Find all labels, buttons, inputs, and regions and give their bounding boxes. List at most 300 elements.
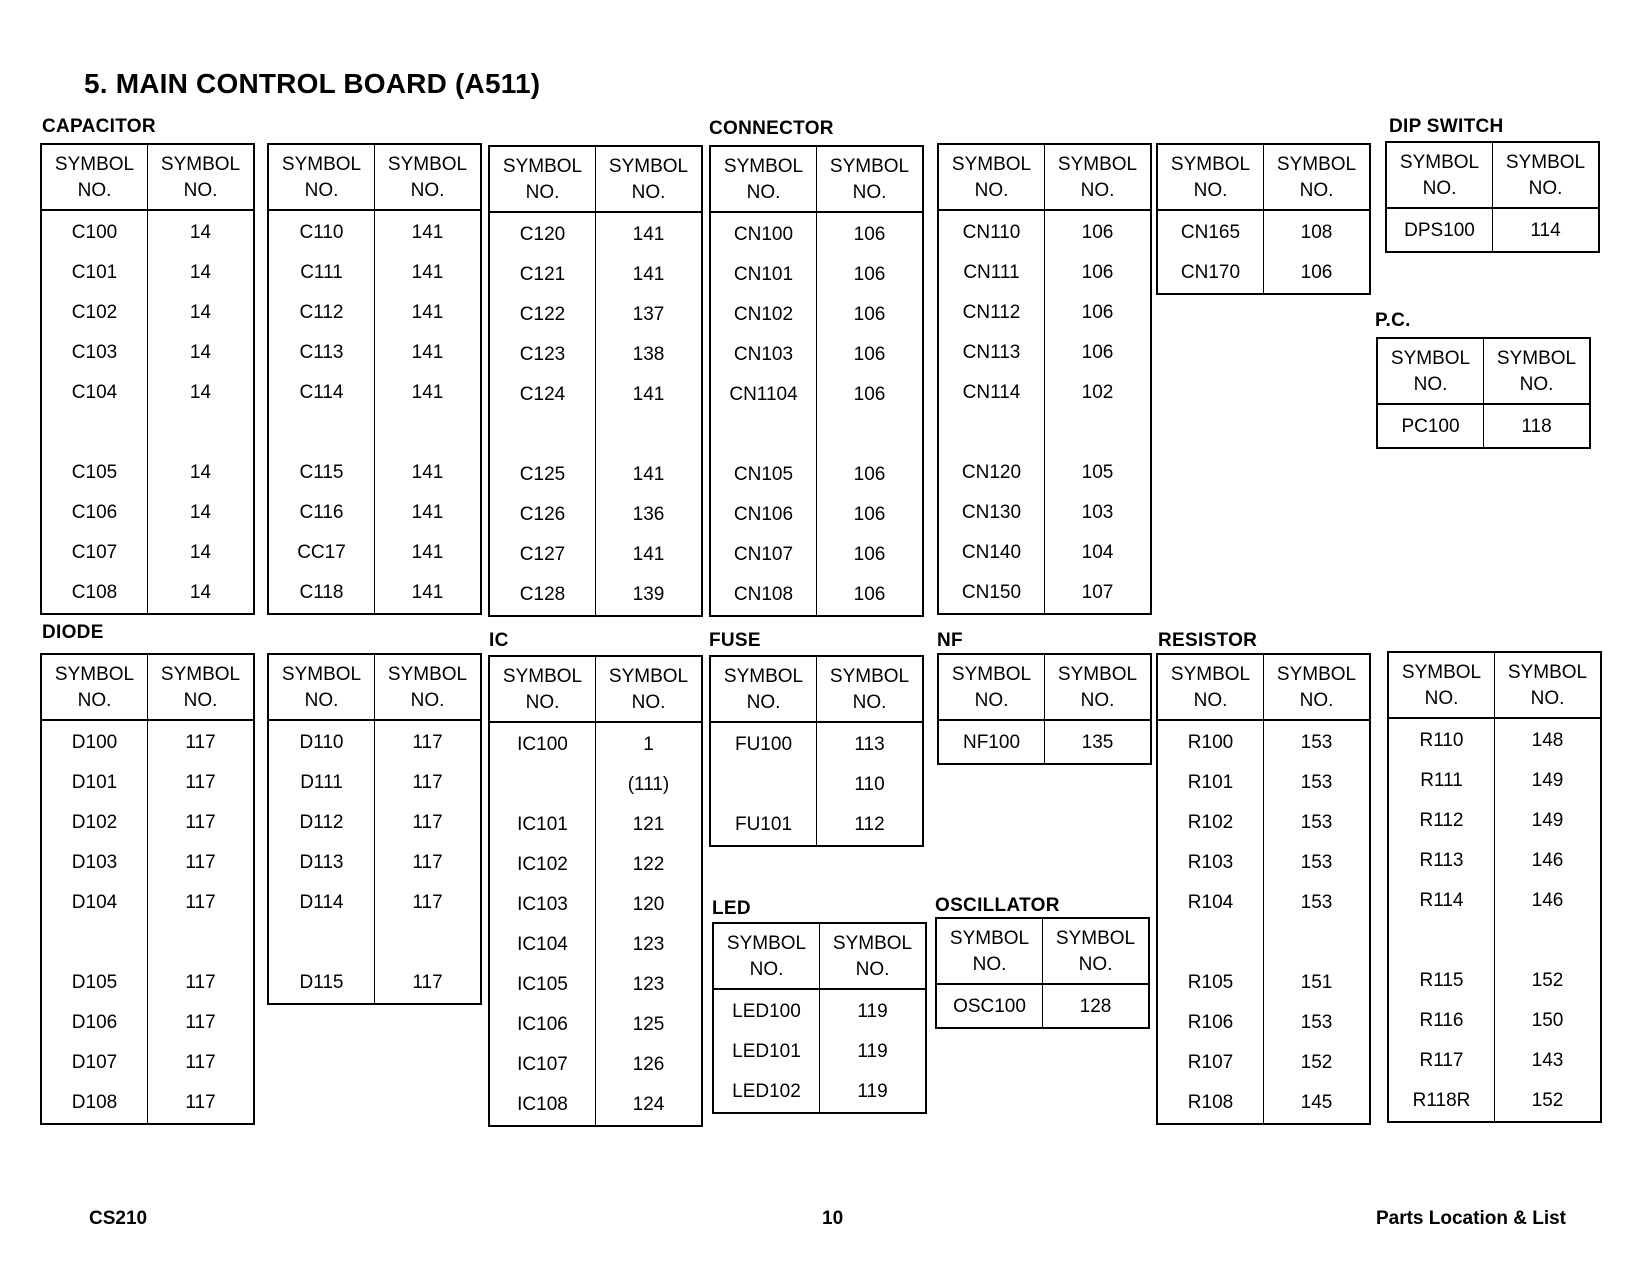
cell-symbol: C101 — [41, 253, 148, 293]
cell-symbol — [41, 923, 148, 963]
cell-part-number — [148, 923, 255, 963]
cell-symbol: R118R — [1388, 1081, 1495, 1122]
cell-symbol: D110 — [268, 720, 375, 763]
column-header — [1484, 338, 1591, 404]
cell-part-number: 149 — [1495, 801, 1602, 841]
cell-symbol: IC107 — [489, 1045, 596, 1085]
column-header — [1495, 652, 1602, 718]
cell-part-number: 14 — [148, 493, 255, 533]
cell-symbol — [710, 415, 817, 455]
cell-part-number: 123 — [596, 965, 703, 1005]
cell-part-number: 1 — [596, 722, 703, 765]
cell-part-number: 107 — [1045, 573, 1152, 614]
cell-symbol: R104 — [1157, 883, 1264, 923]
table-row — [41, 803, 254, 843]
cell-part-number — [817, 415, 924, 455]
table-row — [268, 803, 481, 843]
column-header — [489, 656, 596, 722]
column-header-no: NO. — [852, 692, 887, 713]
cell-part-number: 117 — [148, 883, 255, 923]
cell-part-number: 117 — [375, 883, 482, 923]
column-header — [938, 654, 1045, 720]
table-row — [268, 883, 481, 923]
table-row — [713, 1072, 926, 1113]
cell-part-number: 141 — [596, 455, 703, 495]
cell-symbol: CN107 — [710, 535, 817, 575]
cell-part-number: 153 — [1264, 883, 1371, 923]
column-header-symbol: SYMBOL — [1170, 664, 1251, 685]
table-row — [489, 885, 702, 925]
table-row — [41, 963, 254, 1003]
cell-part-number: 141 — [375, 573, 482, 614]
column-header-symbol: SYMBOL — [951, 154, 1032, 175]
cell-part-number: 153 — [1264, 763, 1371, 803]
cell-symbol: R102 — [1157, 803, 1264, 843]
section-label-ic: IC — [489, 630, 509, 651]
cell-symbol: R106 — [1157, 1003, 1264, 1043]
table-row — [710, 455, 923, 495]
table-row — [41, 333, 254, 373]
cell-part-number: 141 — [596, 255, 703, 295]
column-header — [489, 146, 596, 212]
table-row — [1388, 1081, 1601, 1122]
cell-part-number: 150 — [1495, 1001, 1602, 1041]
parts-table-connector-3 — [1156, 143, 1371, 295]
table-row — [1157, 923, 1370, 963]
cell-symbol: IC106 — [489, 1005, 596, 1045]
cell-part-number: 103 — [1045, 493, 1152, 533]
cell-symbol: CN170 — [1157, 253, 1264, 294]
cell-symbol: C106 — [41, 493, 148, 533]
cell-symbol: C123 — [489, 335, 596, 375]
cell-symbol: CN114 — [938, 373, 1045, 413]
cell-symbol — [268, 923, 375, 963]
column-header-no: NO. — [852, 182, 887, 203]
cell-symbol: IC108 — [489, 1085, 596, 1126]
cell-part-number: 145 — [1264, 1083, 1371, 1124]
cell-part-number: 141 — [375, 533, 482, 573]
table-row — [41, 923, 254, 963]
table-row — [41, 573, 254, 614]
cell-symbol: R115 — [1388, 961, 1495, 1001]
column-header-no: NO. — [1080, 690, 1115, 711]
cell-part-number: 126 — [596, 1045, 703, 1085]
table-row — [1157, 963, 1370, 1003]
cell-part-number: 106 — [1045, 253, 1152, 293]
cell-symbol: IC100 — [489, 722, 596, 765]
column-header — [41, 144, 148, 210]
cell-symbol: C102 — [41, 293, 148, 333]
cell-symbol: LED101 — [713, 1032, 820, 1072]
column-header-no: NO. — [183, 180, 218, 201]
cell-symbol — [489, 415, 596, 455]
column-header-symbol: SYMBOL — [502, 156, 583, 177]
table-row — [713, 989, 926, 1032]
column-header-no: NO. — [1080, 180, 1115, 201]
table-row — [938, 493, 1151, 533]
column-header-symbol: SYMBOL — [608, 156, 689, 177]
parts-table-fuse — [709, 655, 924, 847]
table-row — [710, 335, 923, 375]
cell-symbol: CN112 — [938, 293, 1045, 333]
cell-symbol: R108 — [1157, 1083, 1264, 1124]
cell-symbol: CN100 — [710, 212, 817, 255]
parts-table-capacitor-2 — [267, 143, 482, 615]
parts-table-led — [712, 922, 927, 1114]
section-label-capacitor: CAPACITOR — [42, 116, 156, 137]
column-header-no: NO. — [1193, 180, 1228, 201]
column-header — [713, 923, 820, 989]
cell-part-number: 106 — [1045, 210, 1152, 253]
column-header — [148, 144, 255, 210]
cell-symbol: D112 — [268, 803, 375, 843]
cell-part-number: 124 — [596, 1085, 703, 1126]
column-header-no: NO. — [304, 690, 339, 711]
table-row — [938, 293, 1151, 333]
column-header-no: NO. — [1424, 688, 1459, 709]
column-header — [1043, 918, 1150, 984]
table-row — [1157, 210, 1370, 253]
cell-symbol: C128 — [489, 575, 596, 616]
cell-part-number: 148 — [1495, 718, 1602, 761]
column-header — [817, 146, 924, 212]
table-row — [489, 925, 702, 965]
cell-part-number: 136 — [596, 495, 703, 535]
cell-symbol: CN120 — [938, 453, 1045, 493]
column-header-symbol: SYMBOL — [1057, 664, 1138, 685]
table-row — [938, 373, 1151, 413]
cell-symbol: IC103 — [489, 885, 596, 925]
column-header-symbol: SYMBOL — [608, 666, 689, 687]
table-row — [938, 573, 1151, 614]
cell-symbol — [1157, 923, 1264, 963]
cell-symbol: C108 — [41, 573, 148, 614]
cell-symbol — [938, 413, 1045, 453]
cell-part-number: 152 — [1495, 961, 1602, 1001]
table-row — [268, 533, 481, 573]
column-header-no: NO. — [746, 692, 781, 713]
table-row — [489, 295, 702, 335]
column-header — [375, 654, 482, 720]
table-row — [268, 373, 481, 413]
cell-symbol: R112 — [1388, 801, 1495, 841]
cell-part-number: 146 — [1495, 881, 1602, 921]
cell-symbol: NF100 — [938, 720, 1045, 764]
column-header-symbol: SYMBOL — [502, 666, 583, 687]
column-header — [938, 144, 1045, 210]
table-row — [1388, 1041, 1601, 1081]
cell-part-number: 108 — [1264, 210, 1371, 253]
cell-symbol: C110 — [268, 210, 375, 253]
table-row — [489, 335, 702, 375]
column-header-symbol: SYMBOL — [54, 664, 135, 685]
cell-symbol: C105 — [41, 453, 148, 493]
column-header — [1388, 652, 1495, 718]
column-header-symbol: SYMBOL — [387, 664, 468, 685]
parts-table-ic — [488, 655, 703, 1127]
table-row — [710, 255, 923, 295]
cell-symbol: CN113 — [938, 333, 1045, 373]
table-row — [1157, 1043, 1370, 1083]
table-row — [268, 333, 481, 373]
table-row — [489, 845, 702, 885]
cell-part-number: (111) — [596, 765, 703, 805]
cell-part-number: 141 — [596, 212, 703, 255]
cell-part-number: 106 — [1045, 333, 1152, 373]
section-label-oscillator: OSCILLATOR — [935, 895, 1060, 916]
cell-symbol: R110 — [1388, 718, 1495, 761]
cell-symbol: LED102 — [713, 1072, 820, 1113]
cell-part-number: 119 — [820, 989, 927, 1032]
cell-symbol: C111 — [268, 253, 375, 293]
cell-part-number: 119 — [820, 1032, 927, 1072]
cell-part-number: 120 — [596, 885, 703, 925]
cell-part-number: 141 — [375, 493, 482, 533]
cell-part-number: 14 — [148, 533, 255, 573]
column-header-no: NO. — [410, 180, 445, 201]
cell-symbol: D115 — [268, 963, 375, 1004]
footer-section-title: Parts Location & List — [1375, 1208, 1566, 1229]
table-row — [1386, 208, 1599, 252]
column-header — [148, 654, 255, 720]
column-header-symbol: SYMBOL — [160, 664, 241, 685]
table-row — [268, 963, 481, 1004]
column-header — [1377, 338, 1484, 404]
cell-part-number: 141 — [375, 253, 482, 293]
table-row — [268, 493, 481, 533]
footer-page-number: 10 — [822, 1208, 844, 1229]
table-row — [268, 573, 481, 614]
cell-symbol: D103 — [41, 843, 148, 883]
column-header-no: NO. — [631, 182, 666, 203]
table-row — [268, 720, 481, 763]
table-row — [1388, 881, 1601, 921]
cell-symbol: D102 — [41, 803, 148, 843]
table-row — [41, 720, 254, 763]
table-row — [268, 293, 481, 333]
column-header-no: NO. — [972, 954, 1007, 975]
cell-part-number: 114 — [1493, 208, 1600, 252]
table-row — [489, 575, 702, 616]
cell-symbol: CN1104 — [710, 375, 817, 415]
table-row — [938, 720, 1151, 764]
cell-part-number — [596, 415, 703, 455]
cell-symbol: C114 — [268, 373, 375, 413]
cell-part-number: 119 — [820, 1072, 927, 1113]
cell-symbol: D106 — [41, 1003, 148, 1043]
cell-symbol: CN130 — [938, 493, 1045, 533]
column-header-no: NO. — [410, 690, 445, 711]
cell-symbol: C121 — [489, 255, 596, 295]
cell-part-number: 151 — [1264, 963, 1371, 1003]
cell-part-number: 14 — [148, 373, 255, 413]
cell-part-number — [375, 923, 482, 963]
cell-part-number: 110 — [817, 765, 924, 805]
section-label-connector: CONNECTOR — [709, 118, 834, 139]
cell-symbol: C115 — [268, 453, 375, 493]
cell-part-number: 117 — [148, 963, 255, 1003]
cell-part-number: 14 — [148, 333, 255, 373]
column-header-symbol: SYMBOL — [1390, 348, 1471, 369]
cell-part-number: 117 — [375, 763, 482, 803]
table-row — [1157, 1083, 1370, 1124]
column-header-no: NO. — [1413, 374, 1448, 395]
cell-symbol: CN102 — [710, 295, 817, 335]
column-header-no: NO. — [974, 180, 1009, 201]
column-header — [41, 654, 148, 720]
cell-symbol: CN105 — [710, 455, 817, 495]
cell-part-number: 14 — [148, 453, 255, 493]
parts-table-pc — [1376, 337, 1591, 449]
cell-part-number: 128 — [1043, 984, 1150, 1028]
cell-part-number: 141 — [375, 453, 482, 493]
cell-symbol: R105 — [1157, 963, 1264, 1003]
table-row — [1157, 253, 1370, 294]
table-row — [268, 923, 481, 963]
cell-symbol — [1388, 921, 1495, 961]
cell-part-number: 14 — [148, 253, 255, 293]
table-row — [41, 883, 254, 923]
cell-symbol: C100 — [41, 210, 148, 253]
cell-symbol: C107 — [41, 533, 148, 573]
table-row — [41, 293, 254, 333]
section-label-fuse: FUSE — [709, 630, 761, 651]
column-header-no: NO. — [746, 182, 781, 203]
column-header-symbol: SYMBOL — [1170, 154, 1251, 175]
cell-symbol: CN110 — [938, 210, 1045, 253]
table-row — [489, 495, 702, 535]
cell-part-number: 106 — [817, 295, 924, 335]
cell-part-number: 152 — [1495, 1081, 1602, 1122]
cell-part-number: 102 — [1045, 373, 1152, 413]
column-header — [936, 918, 1043, 984]
section-label-nf: NF — [937, 630, 963, 651]
cell-symbol: IC105 — [489, 965, 596, 1005]
parts-table-resistor-1 — [1156, 653, 1371, 1125]
cell-symbol: C118 — [268, 573, 375, 614]
table-row — [938, 253, 1151, 293]
table-row — [713, 1032, 926, 1072]
cell-part-number: 106 — [817, 535, 924, 575]
table-row — [41, 533, 254, 573]
cell-symbol: C125 — [489, 455, 596, 495]
column-header-no: NO. — [304, 180, 339, 201]
table-row — [1157, 843, 1370, 883]
column-header-no: NO. — [1519, 374, 1554, 395]
cell-part-number: 123 — [596, 925, 703, 965]
table-row — [268, 413, 481, 453]
column-header-no: NO. — [1422, 178, 1457, 199]
table-row — [41, 453, 254, 493]
column-header-no: NO. — [77, 690, 112, 711]
cell-part-number: 141 — [596, 535, 703, 575]
cell-symbol: CN106 — [710, 495, 817, 535]
parts-table-diode-2 — [267, 653, 482, 1005]
table-row — [41, 253, 254, 293]
column-header-symbol: SYMBOL — [1055, 928, 1136, 949]
cell-part-number: 146 — [1495, 841, 1602, 881]
column-header-symbol: SYMBOL — [951, 664, 1032, 685]
parts-table-capacitor-3 — [488, 145, 703, 617]
table-row — [710, 805, 923, 846]
cell-part-number: 121 — [596, 805, 703, 845]
table-row — [1377, 404, 1590, 448]
cell-symbol: D101 — [41, 763, 148, 803]
column-header-no: NO. — [1078, 954, 1113, 975]
cell-symbol: C104 — [41, 373, 148, 413]
cell-symbol: D114 — [268, 883, 375, 923]
footer-model: CS210 — [89, 1208, 148, 1229]
column-header — [1157, 654, 1264, 720]
cell-symbol: CN165 — [1157, 210, 1264, 253]
parts-table-capacitor-1 — [40, 143, 255, 615]
cell-part-number: 135 — [1045, 720, 1152, 764]
column-header — [1045, 654, 1152, 720]
cell-symbol: CN108 — [710, 575, 817, 616]
table-row — [1388, 841, 1601, 881]
cell-symbol: R111 — [1388, 761, 1495, 801]
cell-symbol: R100 — [1157, 720, 1264, 763]
cell-symbol: D100 — [41, 720, 148, 763]
column-header-no: NO. — [749, 959, 784, 980]
cell-symbol: CN150 — [938, 573, 1045, 614]
table-row — [1388, 718, 1601, 761]
column-header-symbol: SYMBOL — [726, 933, 807, 954]
column-header-symbol: SYMBOL — [1276, 154, 1357, 175]
table-row — [489, 765, 702, 805]
table-row — [938, 413, 1151, 453]
column-header-symbol: SYMBOL — [1276, 664, 1357, 685]
column-header-no: NO. — [183, 690, 218, 711]
cell-symbol: CC17 — [268, 533, 375, 573]
table-row — [1157, 763, 1370, 803]
cell-part-number: 117 — [148, 720, 255, 763]
cell-symbol: CN111 — [938, 253, 1045, 293]
column-header-symbol: SYMBOL — [829, 666, 910, 687]
table-row — [41, 1003, 254, 1043]
table-row — [489, 455, 702, 495]
cell-symbol: R117 — [1388, 1041, 1495, 1081]
column-header — [817, 656, 924, 722]
table-row — [489, 1005, 702, 1045]
column-header-no: NO. — [525, 182, 560, 203]
cell-part-number: 106 — [817, 455, 924, 495]
column-header — [596, 146, 703, 212]
table-row — [936, 984, 1149, 1028]
table-row — [710, 495, 923, 535]
cell-symbol — [268, 413, 375, 453]
table-row — [710, 375, 923, 415]
cell-part-number — [1045, 413, 1152, 453]
column-header-no: NO. — [1530, 688, 1565, 709]
table-row — [41, 210, 254, 253]
column-header-symbol: SYMBOL — [1401, 662, 1482, 683]
table-row — [1157, 803, 1370, 843]
column-header-no: NO. — [1528, 178, 1563, 199]
column-header-symbol: SYMBOL — [281, 154, 362, 175]
table-row — [710, 765, 923, 805]
column-header — [596, 656, 703, 722]
column-header — [1045, 144, 1152, 210]
cell-part-number: 117 — [148, 843, 255, 883]
cell-symbol: R114 — [1388, 881, 1495, 921]
section-label-pc: P.C. — [1375, 310, 1411, 331]
table-row — [41, 763, 254, 803]
cell-part-number: 125 — [596, 1005, 703, 1045]
cell-symbol: D108 — [41, 1083, 148, 1124]
cell-symbol: C113 — [268, 333, 375, 373]
table-row — [938, 333, 1151, 373]
